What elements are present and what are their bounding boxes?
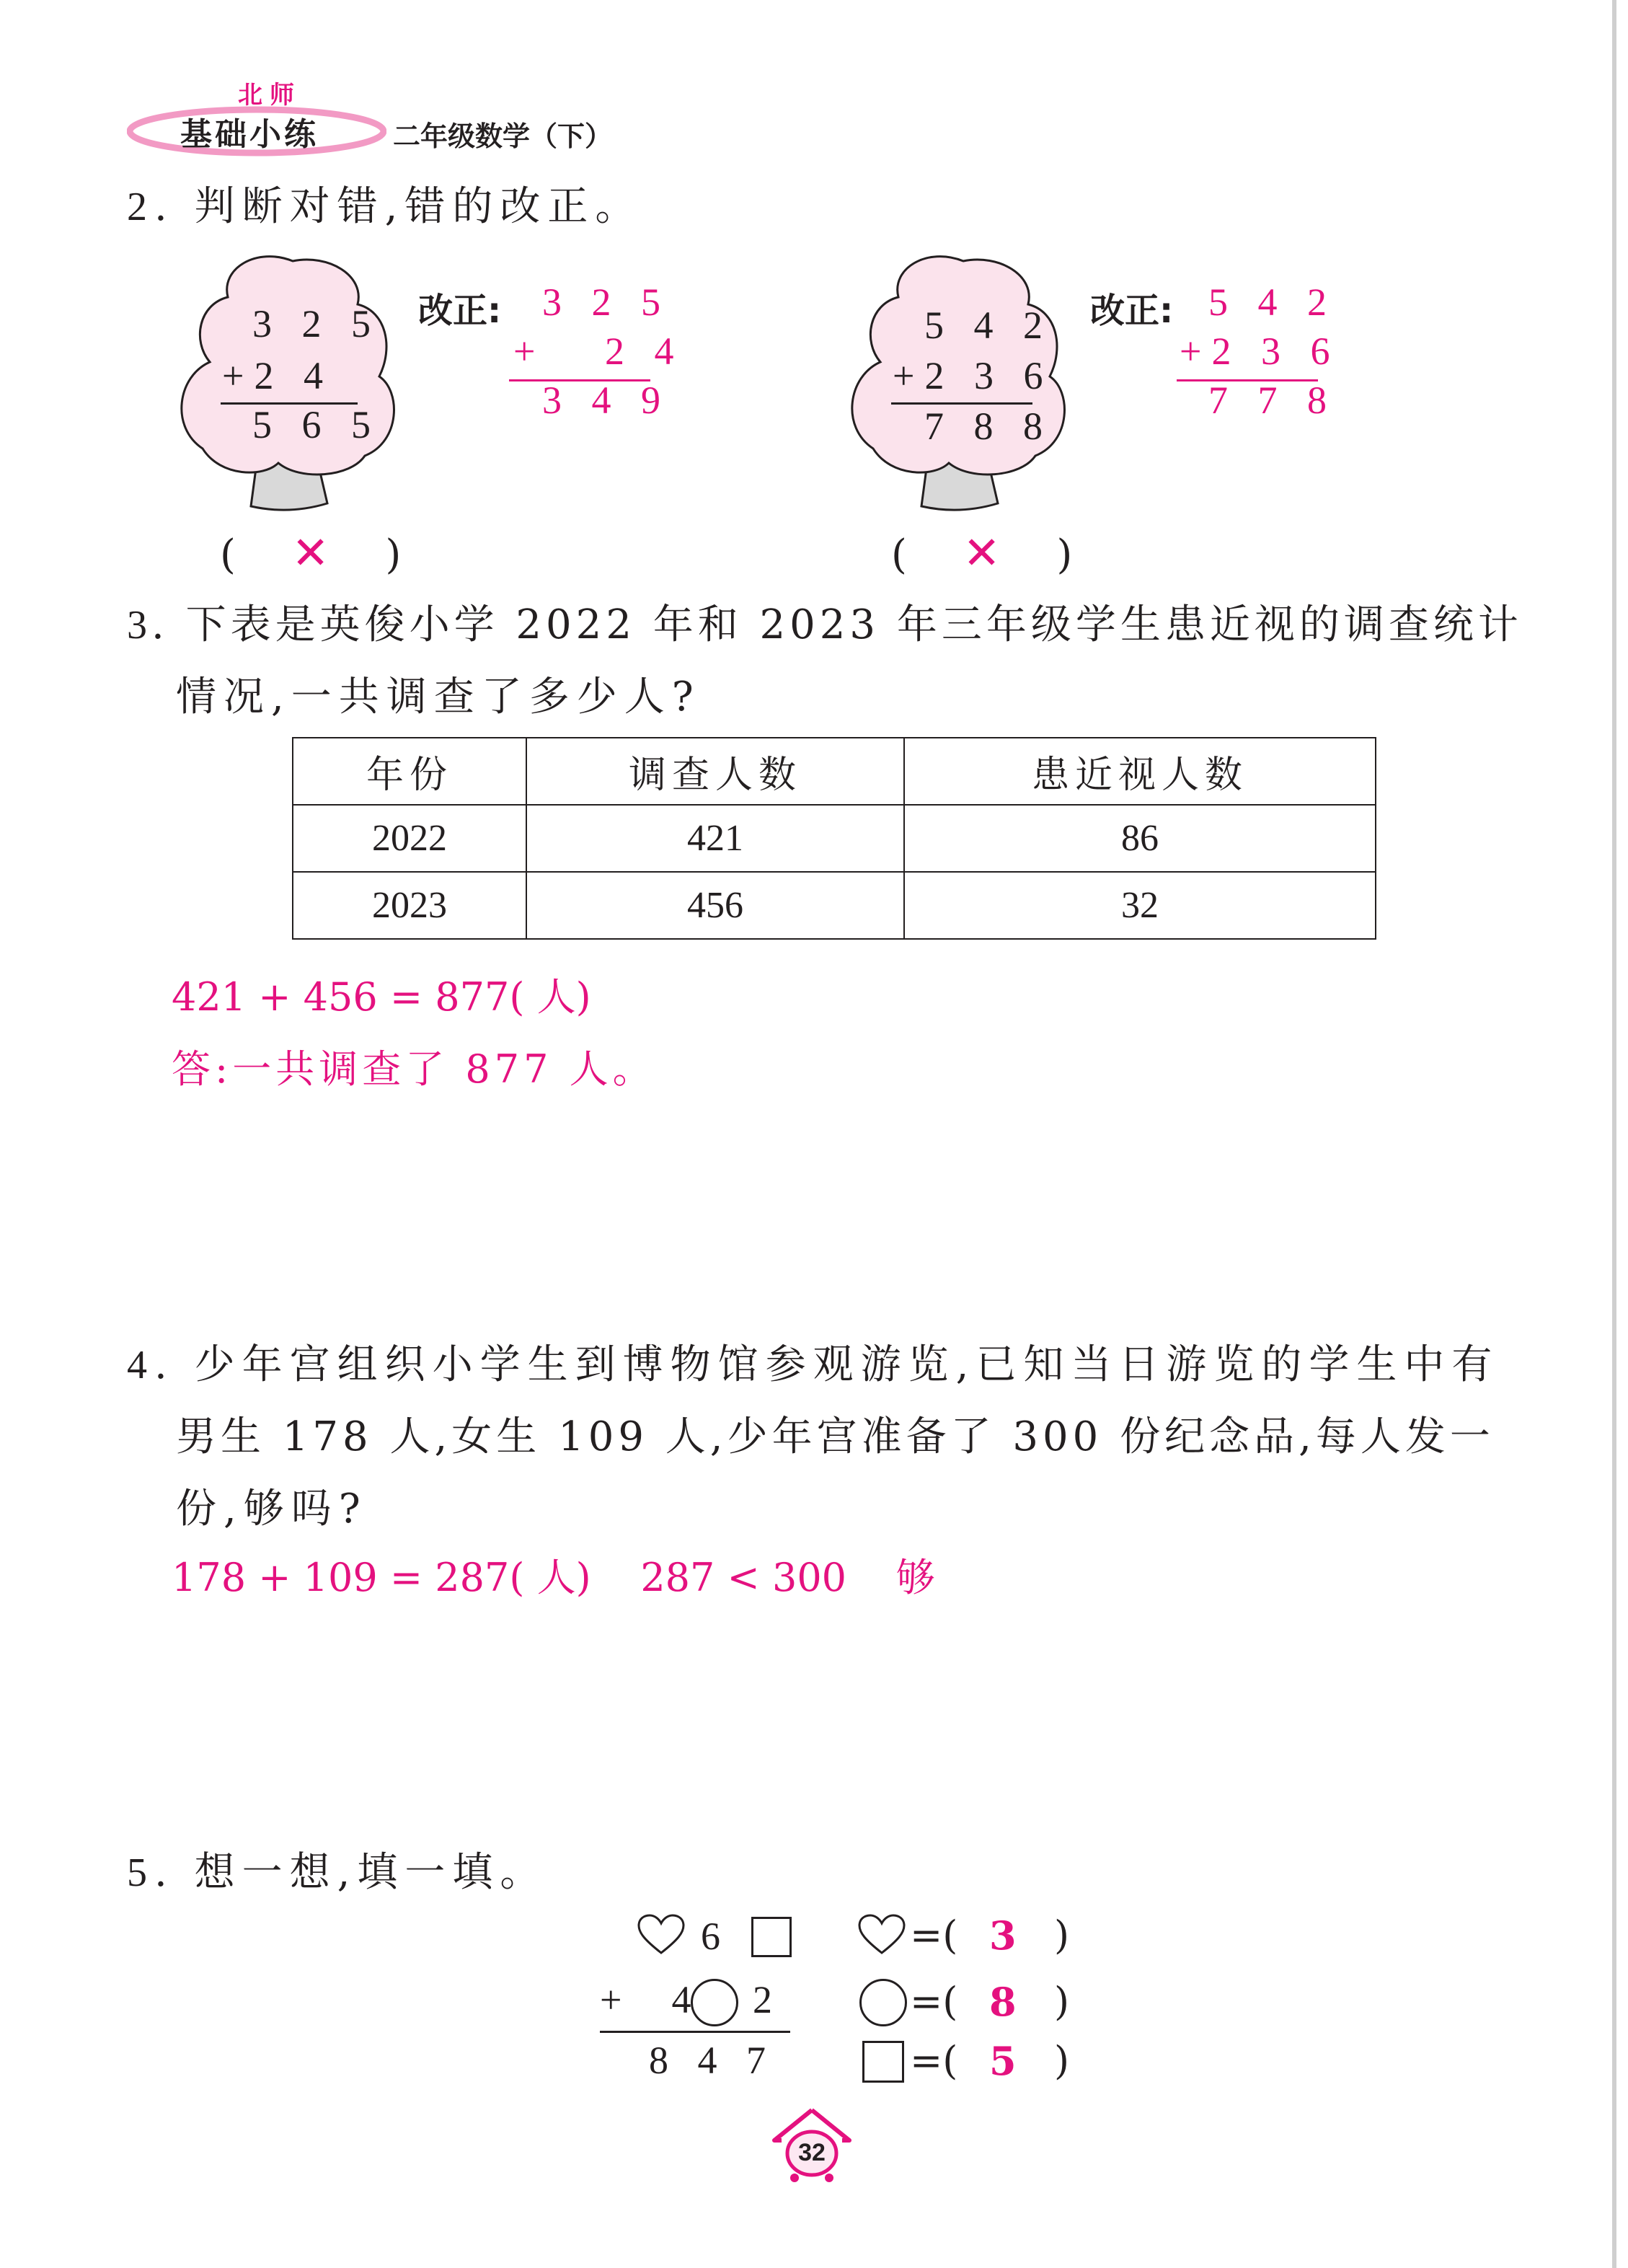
table-row bbox=[293, 872, 1376, 939]
q5-middle-prefix: + 4 bbox=[600, 1978, 702, 2021]
q2-right-correction-label: 改正: bbox=[1090, 291, 1174, 331]
q3-number: 3 bbox=[127, 603, 151, 648]
q2-right-fix-line2: +2 3 6 bbox=[1180, 330, 1340, 373]
table-cell: 456 bbox=[526, 872, 904, 939]
q2-right-fix-line1: 5 4 2 bbox=[1208, 281, 1337, 324]
q5-top-digit: 6 bbox=[701, 1915, 730, 1958]
q2-right-line1: 5 4 2 bbox=[924, 304, 1053, 347]
q3-answer-text: 答:一共调查了 877 人。 bbox=[172, 1046, 656, 1092]
grade-title: 二年级数学（下） bbox=[393, 120, 613, 152]
heart-icon bbox=[858, 1914, 906, 1957]
table-header-cell: 调查人数 bbox=[526, 738, 904, 805]
cross-mark-icon: ✕ bbox=[291, 526, 337, 579]
table-header-row bbox=[293, 738, 1376, 805]
q5-number: 5 bbox=[127, 1850, 154, 1895]
q4-answer: 178 + 109 = 287( 人) 287 < 300 够 bbox=[172, 1555, 935, 1600]
q2-left-fix-line2: + 2 4 bbox=[513, 330, 684, 373]
q3-prompt-line2: 情况,一共调查了多少人? bbox=[176, 674, 701, 720]
q3-prompt-line1: 下表是英俊小学 2022 年和 2023 年三年级学生患近视的调查统计 bbox=[185, 601, 1523, 648]
q5-sum-digits: 8 4 7 bbox=[649, 2039, 766, 2082]
q2-right-line2: +2 3 6 bbox=[893, 354, 1053, 397]
table-cell: 2023 bbox=[293, 872, 526, 939]
q5-eq-close: ) bbox=[1054, 1912, 1070, 1958]
q2-right-fix-line3: 7 7 8 bbox=[1208, 379, 1337, 422]
q4-line3: 份,够吗? bbox=[176, 1486, 368, 1532]
q5-middle-digit: 2 bbox=[753, 1978, 782, 2021]
q4-line1: 少年宫组织小学生到博物馆参观游览,已知当日游览的学生中有 bbox=[194, 1341, 1500, 1388]
q2-left-fix-line3: 3 4 9 bbox=[542, 379, 671, 422]
square-icon bbox=[862, 2041, 904, 2083]
q2-left-correction-label: 改正: bbox=[418, 291, 502, 331]
q5-eq-close: ) bbox=[1054, 1979, 1070, 2024]
brand-top-text: 北师 bbox=[238, 81, 301, 110]
cross-mark-icon: ✕ bbox=[963, 526, 1008, 579]
page-edge-rule bbox=[1612, 0, 1616, 2268]
q2-left-line3: 5 6 5 bbox=[252, 403, 381, 446]
square-icon bbox=[751, 1917, 792, 1957]
q5-prompt: 想一想,填一填。 bbox=[194, 1849, 548, 1896]
table-cell: 32 bbox=[904, 872, 1376, 939]
q2-left-fix-line1: 3 2 5 bbox=[542, 281, 671, 324]
table-header-cell: 患近视人数 bbox=[904, 738, 1376, 805]
q5-eq-open: =( bbox=[910, 2038, 958, 2083]
circle-icon bbox=[859, 1979, 907, 2026]
table-header-cell: 年份 bbox=[293, 738, 526, 805]
q5-eq-open: =( bbox=[910, 1912, 958, 1958]
q5-eq-close: ) bbox=[1054, 2038, 1070, 2083]
page-number: 32 bbox=[798, 2139, 826, 2166]
table-cell: 421 bbox=[526, 805, 904, 872]
q2-right-line3: 7 8 8 bbox=[924, 405, 1053, 448]
q2-right-judgment-box: ( ✕ ) bbox=[891, 526, 1080, 579]
q5-circle-answer: 8 bbox=[989, 1979, 1017, 2025]
q3-answer-equation: 421 + 456 = 877( 人) bbox=[172, 974, 591, 1020]
table-row bbox=[293, 805, 1376, 872]
survey-table bbox=[292, 737, 1376, 940]
q4-number: 4 bbox=[127, 1343, 154, 1387]
q2-number: 2 bbox=[127, 185, 154, 229]
q5-eq-open: =( bbox=[910, 1979, 958, 2024]
q4-line2: 男生 178 人,女生 109 人,少年宫准备了 300 份纪念品,每人发一 bbox=[176, 1413, 1495, 1460]
q2-left-line2: +2 4 bbox=[222, 354, 333, 397]
q2-prompt: 判断对错,错的改正。 bbox=[194, 183, 643, 230]
heart-icon bbox=[637, 1914, 685, 1957]
q2-left-line1: 3 2 5 bbox=[252, 302, 381, 345]
table-cell: 86 bbox=[904, 805, 1376, 872]
q5-heart-answer: 3 bbox=[989, 1912, 1017, 1959]
q5-square-answer: 5 bbox=[989, 2038, 1017, 2084]
brand-main-text: 基础小练 bbox=[180, 116, 319, 153]
circle-icon bbox=[691, 1979, 738, 2026]
table-cell: 2022 bbox=[293, 805, 526, 872]
q5-sum-line bbox=[600, 2031, 790, 2033]
q2-left-judgment-box: ( ✕ ) bbox=[220, 526, 409, 579]
